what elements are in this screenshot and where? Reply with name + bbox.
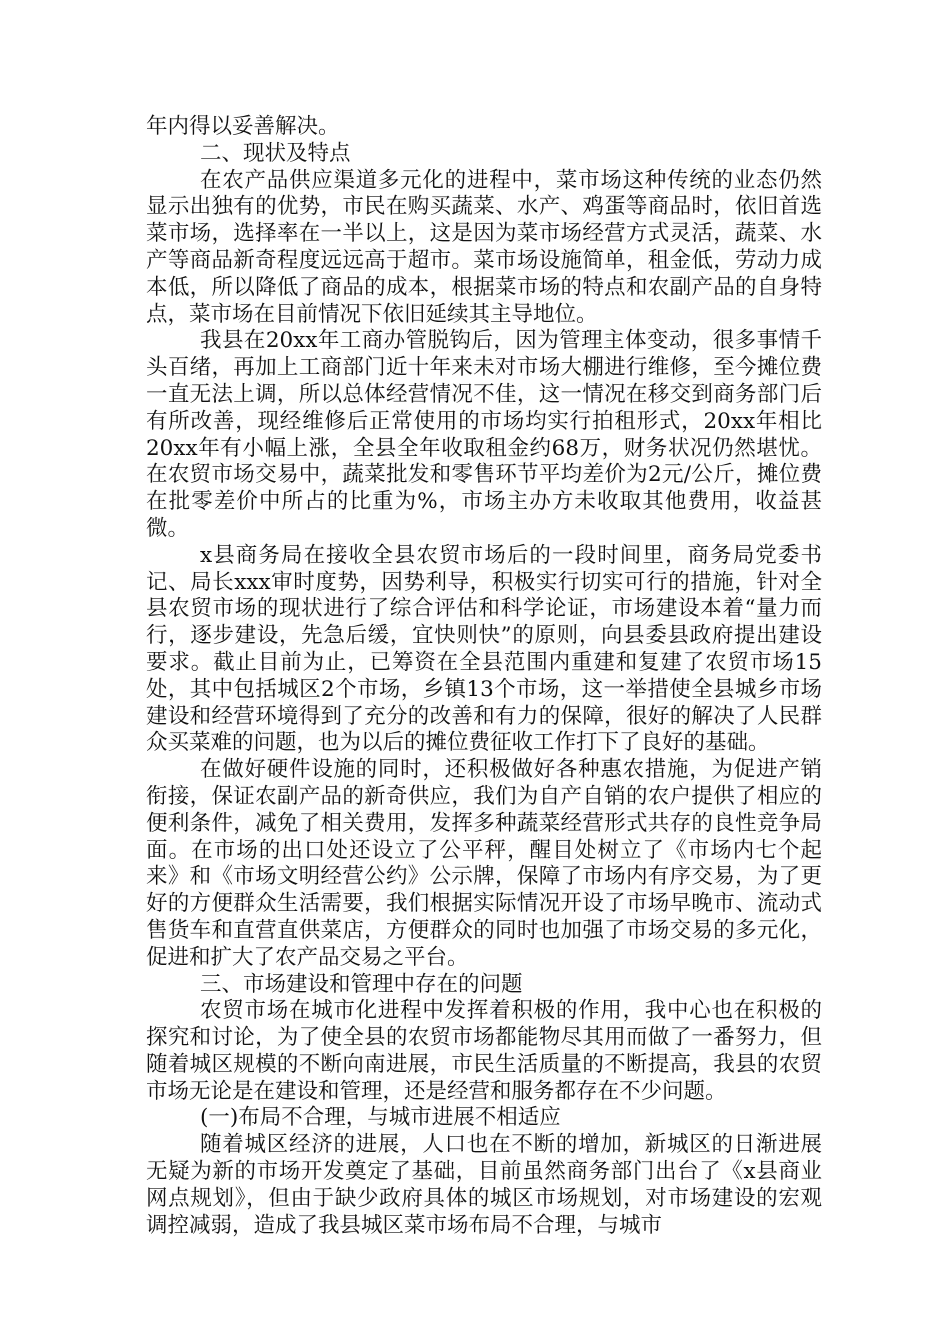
body-paragraph: 我县在20xx年工商办管脱钩后，因为管理主体变动，很多事情千头百绪，再加上工商部门近十年来未对市场大棚进行维修，至今摊位费一直无法上调，所以总体经营情况不佳，这一情况在移交到商务部门后有所改善，现经维修后正常使用的市场均实行拍租形式，20xx年相比20xx年有小幅上涨，全县全年收取租金约68万，财务状况仍然堪忧。在农贸市场交易中，蔬菜批发和零售环节平均差价为2元/公斤，摊位费在批零差价中所占的比重为%，市场主办方未收取其他费用，收益甚微。 bbox=[146, 328, 822, 541]
section-heading: 三、市场建设和管理中存在的问题 bbox=[200, 971, 523, 997]
body-paragraph: 随着城区经济的进展，人口也在不断的增加，新城区的日渐进展无疑为新的市场开发奠定了基础，目前虽然商务部门出台了《x县商业网点规划》，但由于缺少政府具体的城区市场规划，对市场建设的宏观调控减弱，造成了我县城区菜市场布局不合理，与城市 bbox=[146, 1132, 822, 1238]
section-heading: 二、现状及特点 bbox=[200, 140, 351, 166]
section-heading: (一)布局不合理，与城市进展不相适应 bbox=[200, 1105, 561, 1131]
body-paragraph: x县商务局在接收全县农贸市场后的一段时间里，商务局党委书记、局长xxx审时度势，因势利导，积极实行切实可行的措施，针对全县农贸市场的现状进行了综合评估和科学论证，市场建设本着“量力而行，逐步建设，先急后缓，宜快则快”的原则，向县委县政府提出建设要求。截止目前为止，已筹资在全县范围内重建和复建了农贸市场15处，其中包括城区2个市场，乡镇13个市场，这一举措使全县城乡市场建设和经营环境得到了充分的改善和有力的保障，很好的解决了人民群众买菜难的问题，也为以后的摊位费征收工作打下了良好的基础。 bbox=[146, 542, 822, 756]
body-paragraph: 农贸市场在城市化进程中发挥着积极的作用，我中心也在积极的探究和讨论，为了使全县的农贸市场都能物尽其用而做了一番努力，但随着城区规模的不断向南进展，市民生活质量的不断提高，我县的农贸市场无论是在建设和管理，还是经营和服务都存在不少问题。 bbox=[146, 998, 822, 1104]
body-paragraph: 在做好硬件设施的同时，还积极做好各种惠农措施，为促进产销衔接，保证农副产品的新奇供应，我们为自产自销的农户提供了相应的便利条件，减免了相关费用，发挥多种蔬菜经营形式共存的良性竞争局面。在市场的出口处还设立了公平秤，醒目处树立了《市场内七个起来》和《市场文明经营公约》公示牌，保障了市场内有序交易，为了更好的方便群众生活需要，我们根据实际情况开设了市场早晚市、流动式售货车和直营直供菜店，方便群众的同时也加强了市场交易的多元化，促进和扩大了农产品交易之平台。 bbox=[146, 757, 822, 970]
body-paragraph: 在农产品供应渠道多元化的进程中，菜市场这种传统的业态仍然显示出独有的优势，市民在购买蔬菜、水产、鸡蛋等商品时，依旧首选菜市场，选择率在一半以上，这是因为菜市场经营方式灵活，蔬菜、水产等商品新奇程度远远高于超市。菜市场设施简单，租金低，劳动力成本低，所以降低了商品的成本，根据菜市场的特点和农副产品的自身特点，菜市场在目前情况下依旧延续其主导地位。 bbox=[146, 167, 822, 327]
body-paragraph: 年内得以妥善解决。 bbox=[146, 114, 340, 139]
document-body bbox=[146, 114, 822, 1239]
